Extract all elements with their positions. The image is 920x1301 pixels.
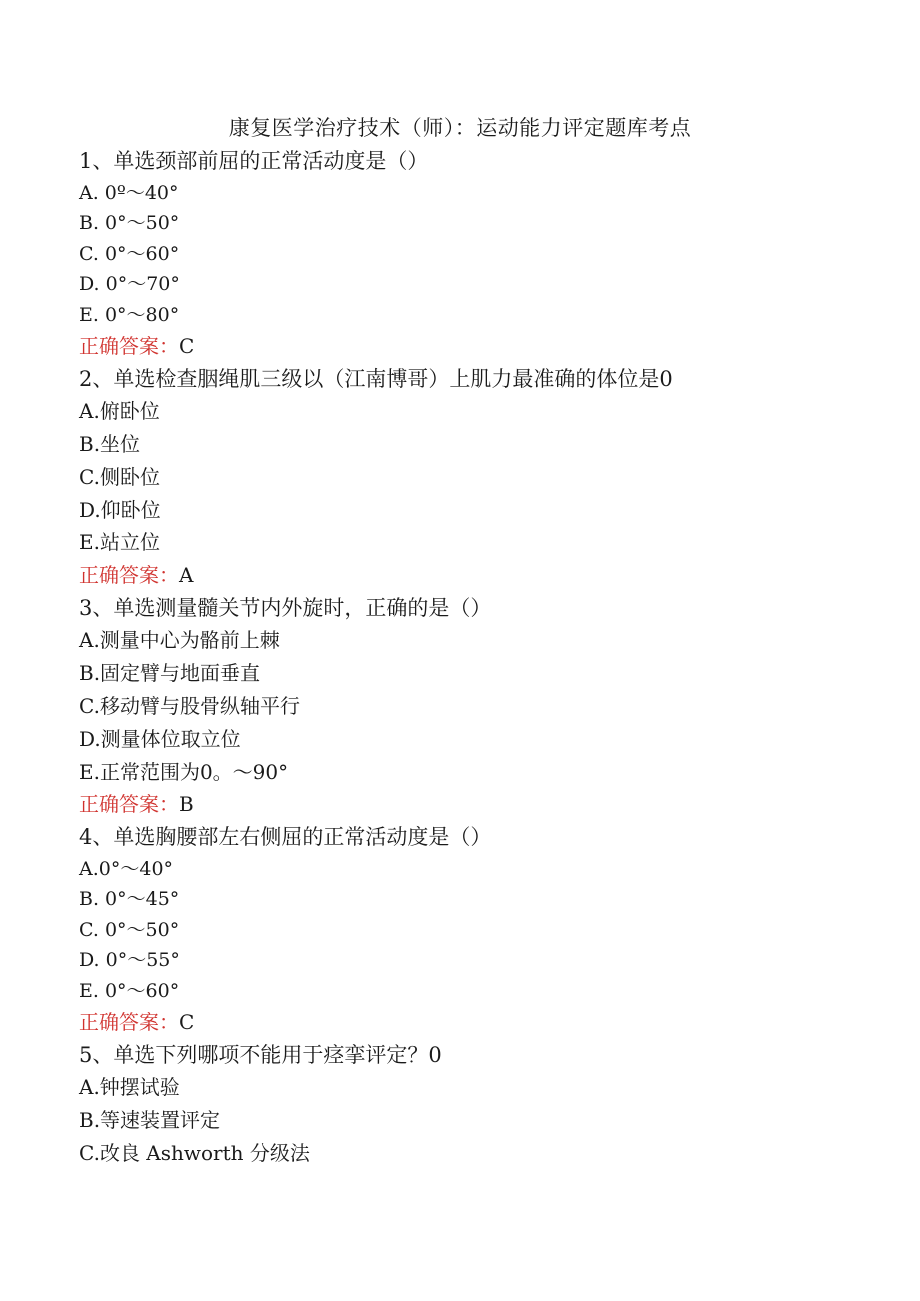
question-option: E. 0°～80°: [79, 303, 180, 326]
document-title: 康复医学治疗技术（师）：运动能力评定题库考点: [228, 116, 692, 140]
question-option: A.0°～40°: [79, 857, 174, 880]
question-option: D. 0°～70°: [79, 273, 180, 296]
question-option: E.站立位: [79, 530, 160, 555]
answer-label: 正确答案：: [79, 1010, 179, 1035]
question-5: [79, 1039, 879, 1170]
question-option: D.测量体位取立位: [79, 726, 241, 751]
question-option: D. 0°～55°: [79, 949, 180, 972]
question-option: B.等速装置评定: [79, 1108, 221, 1133]
correct-answer: [79, 788, 879, 821]
question-option: B. 0°～45°: [79, 888, 180, 911]
answer-value: A: [179, 563, 194, 588]
question-stem: 5、单选下列哪项不能用于痉挛评定？0: [79, 1042, 442, 1067]
question-option: E.正常范围为0。～90°: [79, 759, 289, 784]
question-option: C. 0°～50°: [79, 918, 180, 941]
question-option: B.固定臂与地面垂直: [79, 661, 261, 686]
question-option: C. 0°～60°: [79, 242, 180, 265]
correct-answer: [79, 330, 879, 363]
question-4: [79, 821, 879, 1039]
question-option: C.移动臂与股骨纵轴平行: [79, 694, 300, 719]
question-stem: 2、单选检查胭绳肌三级以（江南博哥）上肌力最准确的体位是0: [79, 366, 673, 391]
question-stem: 4、单选胸腰部左右侧屈的正常活动度是（）: [79, 825, 492, 850]
question-option: A.钟摆试验: [79, 1075, 180, 1100]
answer-value: C: [179, 1010, 195, 1035]
question-option: A.测量中心为骼前上棘: [79, 628, 280, 653]
answer-value: C: [179, 334, 195, 359]
question-stem: 1、单选颈部前屈的正常活动度是（）: [79, 149, 429, 173]
question-option: C.侧卧位: [79, 464, 160, 489]
question-option: A. 0º～40°: [79, 181, 179, 204]
question-option: D.仰卧位: [79, 497, 161, 522]
correct-answer: [79, 1006, 879, 1039]
answer-label: 正确答案：: [79, 334, 179, 359]
question-1: [79, 145, 879, 363]
answer-label: 正确答案：: [79, 792, 179, 817]
question-option: B.坐位: [79, 432, 141, 457]
question-3: [79, 592, 879, 821]
question-option: A.俯卧位: [79, 399, 160, 424]
question-2: [79, 363, 879, 592]
question-option: C.改良 Ashworth 分级法: [79, 1140, 310, 1165]
answer-value: B: [179, 792, 194, 817]
question-option: B. 0°～50°: [79, 212, 180, 235]
answer-label: 正确答案：: [79, 563, 179, 588]
question-option: E. 0°～60°: [79, 979, 180, 1002]
correct-answer: [79, 559, 879, 592]
question-list: [79, 145, 879, 1170]
question-stem: 3、单选测量髓关节内外旋时，正确的是（）: [79, 595, 492, 620]
